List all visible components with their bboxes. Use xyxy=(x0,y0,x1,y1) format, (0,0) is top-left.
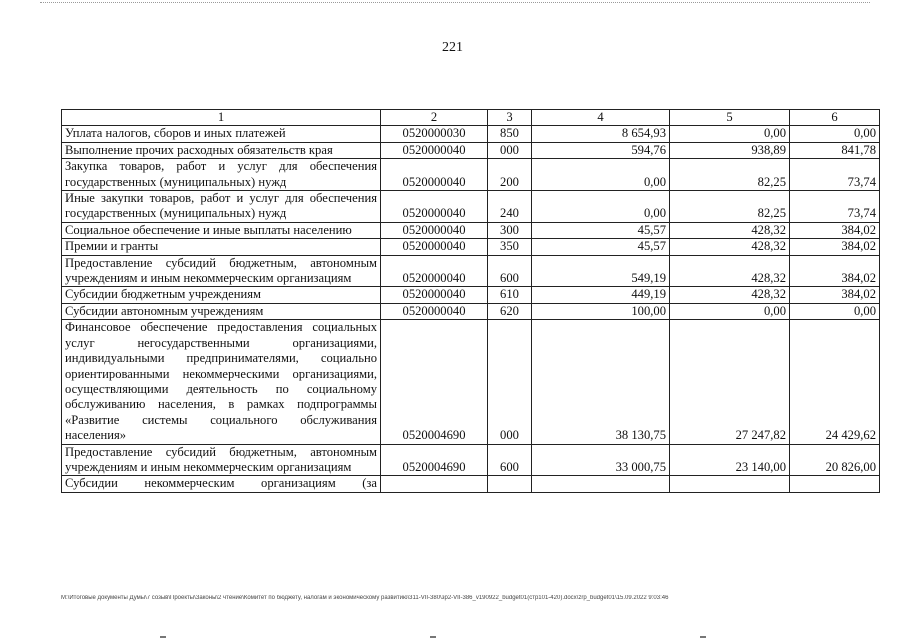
expense-type-code: 850 xyxy=(488,126,532,142)
amount-col4: 449,19 xyxy=(532,287,670,303)
row-name: Финансовое обеспечение предоставления социальных услуг негосударственными организациями, индивидуальными предпринимателями, социально ориентированными некоммерческими организациями, осуществляющими деятельность по социальному обслуживанию населения, в рамках подпрограммы «Развитие системы социального обслуживания населения» xyxy=(62,320,381,444)
expense-type-code: 000 xyxy=(488,320,532,444)
table-row xyxy=(62,239,880,255)
amount-col5 xyxy=(670,476,790,492)
amount-col4: 8 654,93 xyxy=(532,126,670,142)
table-row xyxy=(62,159,880,191)
amount-col4: 0,00 xyxy=(532,191,670,223)
amount-col4: 100,00 xyxy=(532,303,670,319)
amount-col4: 45,57 xyxy=(532,222,670,238)
amount-col5: 0,00 xyxy=(670,126,790,142)
budget-table xyxy=(61,109,880,493)
amount-col6: 841,78 xyxy=(790,142,880,158)
amount-col6: 73,74 xyxy=(790,159,880,191)
amount-col6: 384,02 xyxy=(790,239,880,255)
table-row xyxy=(62,287,880,303)
expense-type-code: 240 xyxy=(488,191,532,223)
amount-col6: 384,02 xyxy=(790,255,880,287)
amount-col6 xyxy=(790,476,880,492)
amount-col6: 384,02 xyxy=(790,222,880,238)
row-name: Предоставление субсидий бюджетным, автономным учреждениям и иным некоммерческим организациям xyxy=(62,444,381,476)
target-article-code: 0520004690 xyxy=(381,320,488,444)
row-name: Предоставление субсидий бюджетным, автономным учреждениям и иным некоммерческим организациям xyxy=(62,255,381,287)
expense-type-code: 600 xyxy=(488,444,532,476)
amount-col6: 384,02 xyxy=(790,287,880,303)
amount-col6: 24 429,62 xyxy=(790,320,880,444)
target-article-code: 0520000040 xyxy=(381,191,488,223)
row-name: Уплата налогов, сборов и иных платежей xyxy=(62,126,381,142)
amount-col5: 938,89 xyxy=(670,142,790,158)
amount-col5: 0,00 xyxy=(670,303,790,319)
amount-col4: 45,57 xyxy=(532,239,670,255)
amount-col6: 73,74 xyxy=(790,191,880,223)
target-article-code: 0520000040 xyxy=(381,287,488,303)
page-number: 221 xyxy=(442,40,463,55)
expense-type-code: 200 xyxy=(488,159,532,191)
row-name: Субсидии некоммерческим организациям (за xyxy=(62,476,381,492)
column-header: 6 xyxy=(790,110,880,126)
column-header: 5 xyxy=(670,110,790,126)
scan-mark xyxy=(700,636,706,638)
table-row xyxy=(62,142,880,158)
target-article-code: 0520000040 xyxy=(381,142,488,158)
table-header-row xyxy=(62,110,880,126)
column-header: 4 xyxy=(532,110,670,126)
amount-col6: 0,00 xyxy=(790,303,880,319)
expense-type-code: 000 xyxy=(488,142,532,158)
amount-col5: 428,32 xyxy=(670,222,790,238)
amount-col5: 428,32 xyxy=(670,255,790,287)
expense-type-code: 600 xyxy=(488,255,532,287)
target-article-code: 0520000040 xyxy=(381,255,488,287)
row-name: Субсидии бюджетным учреждениям xyxy=(62,287,381,303)
expense-type-code: 350 xyxy=(488,239,532,255)
target-article-code: 0520000040 xyxy=(381,159,488,191)
table-row xyxy=(62,444,880,476)
table-row xyxy=(62,476,880,492)
amount-col5: 23 140,00 xyxy=(670,444,790,476)
budget-table-body xyxy=(62,110,880,493)
target-article-code: 0520000040 xyxy=(381,303,488,319)
file-path-footer: М:\Итоговые документы Думы\7 созыв\Проекты\Законы\2 чтение\Комитет по бюджету, налогам и экономическому развитию\311-VII-380\зр2-VII-386_v190922_budget01(стр101-420).docx\zrp_budget01\15.09.2022 9:03:46 xyxy=(61,595,669,601)
row-name: Субсидии автономным учреждениям xyxy=(62,303,381,319)
amount-col4: 0,00 xyxy=(532,159,670,191)
amount-col5: 428,32 xyxy=(670,239,790,255)
table-row xyxy=(62,126,880,142)
row-name: Иные закупки товаров, работ и услуг для обеспечения государственных (муниципальных) нужд xyxy=(62,191,381,223)
row-name: Закупка товаров, работ и услуг для обеспечения государственных (муниципальных) нужд xyxy=(62,159,381,191)
amount-col5: 428,32 xyxy=(670,287,790,303)
table-row xyxy=(62,255,880,287)
expense-type-code xyxy=(488,476,532,492)
target-article-code xyxy=(381,476,488,492)
row-name: Социальное обеспечение и иные выплаты населению xyxy=(62,222,381,238)
row-name: Выполнение прочих расходных обязательств края xyxy=(62,142,381,158)
row-name: Премии и гранты xyxy=(62,239,381,255)
column-header: 2 xyxy=(381,110,488,126)
amount-col4: 549,19 xyxy=(532,255,670,287)
table-row xyxy=(62,320,880,444)
amount-col6: 20 826,00 xyxy=(790,444,880,476)
amount-col5: 82,25 xyxy=(670,191,790,223)
table-row xyxy=(62,303,880,319)
amount-col4 xyxy=(532,476,670,492)
expense-type-code: 300 xyxy=(488,222,532,238)
scan-edge-line xyxy=(40,2,870,4)
target-article-code: 0520000030 xyxy=(381,126,488,142)
amount-col4: 33 000,75 xyxy=(532,444,670,476)
amount-col4: 594,76 xyxy=(532,142,670,158)
column-header: 1 xyxy=(62,110,381,126)
table-row xyxy=(62,222,880,238)
expense-type-code: 610 xyxy=(488,287,532,303)
target-article-code: 0520000040 xyxy=(381,222,488,238)
expense-type-code: 620 xyxy=(488,303,532,319)
table-row xyxy=(62,191,880,223)
scan-mark xyxy=(430,636,436,638)
amount-col5: 82,25 xyxy=(670,159,790,191)
scan-mark xyxy=(160,636,166,638)
target-article-code: 0520000040 xyxy=(381,239,488,255)
column-header: 3 xyxy=(488,110,532,126)
amount-col4: 38 130,75 xyxy=(532,320,670,444)
amount-col5: 27 247,82 xyxy=(670,320,790,444)
target-article-code: 0520004690 xyxy=(381,444,488,476)
amount-col6: 0,00 xyxy=(790,126,880,142)
